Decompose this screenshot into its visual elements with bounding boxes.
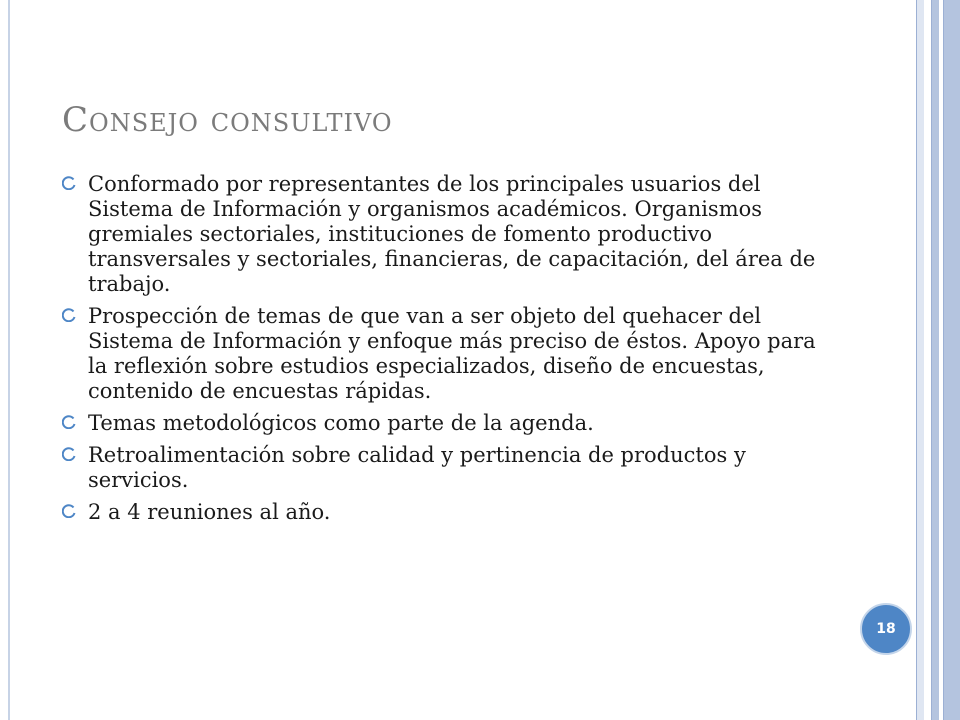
bullet-item [62,443,822,493]
decorative-stripe-line [916,0,917,720]
page-number-badge: 18 [860,603,912,655]
decorative-stripe [916,0,924,720]
bullet-icon [62,504,76,518]
bullet-item [62,304,822,404]
bullet-text: Retroalimentación sobre calidad y pertinencia de productos y servicios. [88,443,746,492]
decorative-stripe [944,0,960,720]
decorative-stripe [932,0,939,720]
bullet-text: 2 a 4 reuniones al año. [88,500,331,524]
bullet-list [62,172,822,532]
bullet-item [62,172,822,297]
bullet-icon [62,308,76,322]
bullet-item [62,500,822,525]
bullet-item [62,411,822,436]
bullet-icon [62,415,76,429]
decorative-stripe-line [931,0,932,720]
decorative-stripe-line [943,0,944,720]
bullet-text: Prospección de temas de que van a ser objeto del quehacer del Sistema de Información y enfoque más preciso de éstos. Apoyo para la reflexión sobre estudios especializados, diseño de encuestas, contenido de encuestas rápidas. [88,304,816,403]
slide-title: Consejo consultivo [62,100,393,140]
bullet-text: Temas metodológicos como parte de la agenda. [88,411,594,435]
bullet-icon [62,176,76,190]
bullet-icon [62,447,76,461]
bullet-text: Conformado por representantes de los principales usuarios del Sistema de Información y organismos académicos. Organismos gremiales sectoriales, instituciones de fomento productivo transversales y sectoriales, financieras, de capacitación, del área de trabajo. [88,172,816,296]
